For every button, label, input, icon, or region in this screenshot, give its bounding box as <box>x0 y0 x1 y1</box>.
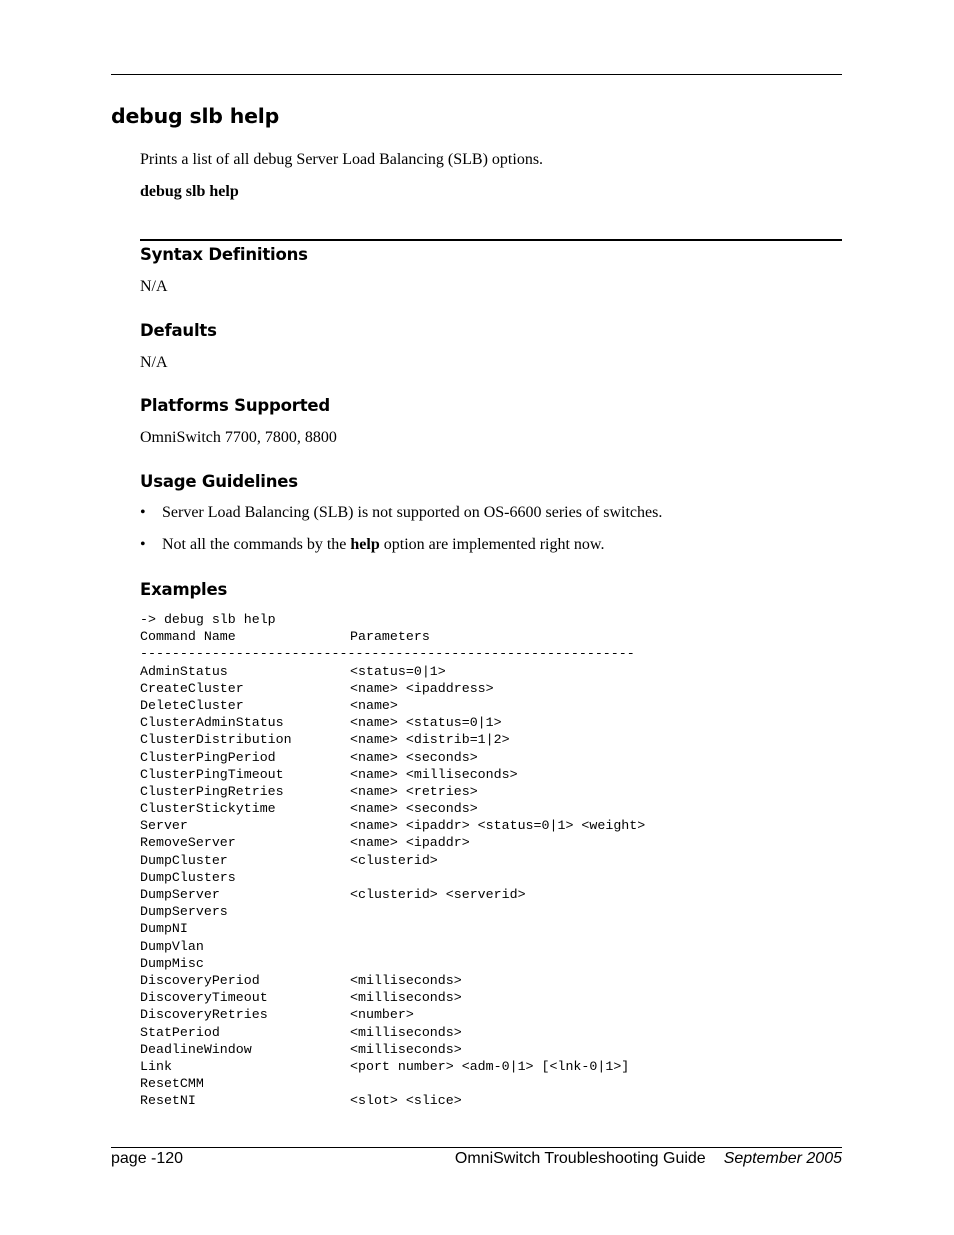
code-command-name: RemoveServer <box>140 835 236 851</box>
code-row <box>140 989 645 1006</box>
code-row <box>140 800 645 817</box>
platforms-text: OmniSwitch 7700, 7800, 8800 <box>140 429 337 446</box>
usage-bullet-text-post: option are implemented right now. <box>379 536 605 553</box>
code-row <box>140 663 645 680</box>
example-code-block <box>140 611 645 1109</box>
code-command-name: CreateCluster <box>140 680 244 696</box>
usage-bullet-bold: help <box>350 536 380 553</box>
footer-date: September 2005 <box>723 1150 842 1167</box>
code-command-params: <milliseconds> <box>350 1024 462 1040</box>
code-command-name: Link <box>140 1058 172 1074</box>
code-command-params: <slot> <slice> <box>350 1093 462 1109</box>
code-row <box>140 766 645 783</box>
code-header <box>140 628 645 645</box>
code-command-name: ClusterAdminStatus <box>140 715 284 731</box>
usage-bullet-text-pre: Not all the commands by the <box>162 536 351 553</box>
code-command-name: DumpCluster <box>140 852 228 868</box>
code-row <box>140 1024 645 1041</box>
code-row <box>140 1006 645 1023</box>
code-row <box>140 920 645 937</box>
code-command-params: <name> <seconds> <box>350 749 478 765</box>
code-row <box>140 886 645 903</box>
code-command-name: DiscoveryTimeout <box>140 990 268 1006</box>
usage-bullet <box>140 504 662 536</box>
code-command-name: DeadlineWindow <box>140 1041 252 1057</box>
code-command-name: ResetNI <box>140 1093 196 1109</box>
code-row <box>140 783 645 800</box>
code-command-name: ClusterPingTimeout <box>140 766 284 782</box>
code-command-name: ClusterStickytime <box>140 801 276 817</box>
code-command-name: StatPeriod <box>140 1024 220 1040</box>
code-command-name: DiscoveryPeriod <box>140 972 260 988</box>
footer-guide-title: OmniSwitch Troubleshooting Guide <box>454 1150 706 1167</box>
code-row <box>140 749 645 766</box>
code-command-params: <name> <seconds> <box>350 801 478 817</box>
footer-info <box>455 1150 842 1168</box>
defaults-heading: Defaults <box>140 321 217 340</box>
code-command-name: ClusterPingRetries <box>140 783 284 799</box>
code-row <box>140 955 645 972</box>
code-command-name: Server <box>140 818 188 834</box>
page-title: debug slb help <box>111 104 280 128</box>
code-row <box>140 1092 645 1109</box>
usage-bullet-text: Server Load Balancing (SLB) is not supported on OS-6600 series of switches. <box>162 504 663 521</box>
usage-heading: Usage Guidelines <box>140 472 298 491</box>
code-command-params: <name> <ipaddress> <box>350 680 494 696</box>
header-rule <box>111 74 842 75</box>
code-command-params: <name> <status=0|1> <box>350 715 502 731</box>
bullet-icon: • <box>140 504 146 521</box>
code-row <box>140 834 645 851</box>
defaults-text: N/A <box>140 354 168 371</box>
code-command-name: DumpVlan <box>140 938 204 954</box>
command-syntax: debug slb help <box>140 183 239 200</box>
code-command-name: AdminStatus <box>140 663 228 679</box>
code-row <box>140 938 645 955</box>
code-command-params: <milliseconds> <box>350 990 462 1006</box>
code-command-params: <name> <box>350 697 398 713</box>
code-command-name: ClusterPingPeriod <box>140 749 276 765</box>
code-command-name: DiscoveryRetries <box>140 1007 268 1023</box>
section-rule <box>140 239 842 241</box>
code-row <box>140 1058 645 1075</box>
code-command-name: ClusterDistribution <box>140 732 292 748</box>
code-row <box>140 731 645 748</box>
code-row <box>140 1041 645 1058</box>
code-row <box>140 852 645 869</box>
code-command-params: <number> <box>350 1007 414 1023</box>
syntax-definitions-heading: Syntax Definitions <box>140 245 308 264</box>
code-command-params: <name> <ipaddr> <status=0|1> <weight> <box>350 818 646 834</box>
code-row <box>140 903 645 920</box>
code-command-name: DumpMisc <box>140 955 204 971</box>
code-row <box>140 697 645 714</box>
code-prompt: -> debug slb help <box>140 612 276 627</box>
code-command-params: <name> <distrib=1|2> <box>350 732 510 748</box>
syntax-definitions-text: N/A <box>140 278 168 295</box>
code-command-name: DumpServer <box>140 887 220 902</box>
code-header-params: Parameters <box>350 629 430 645</box>
code-command-params: <name> <ipaddr> <box>350 835 470 851</box>
code-command-name: DumpClusters <box>140 869 236 885</box>
code-command-name: DumpServers <box>140 904 228 920</box>
intro-text: Prints a list of all debug Server Load Balancing (SLB) options. <box>140 151 544 168</box>
code-command-name: DeleteCluster <box>140 697 244 713</box>
footer-rule <box>111 1147 842 1148</box>
code-command-name: DumpNI <box>140 921 188 937</box>
code-row <box>140 714 645 731</box>
code-command-params: <clusterid> <box>350 852 438 868</box>
code-command-params: <name> <retries> <box>350 783 478 799</box>
code-row <box>140 869 645 886</box>
code-separator: -------------------------------------------------------------- <box>140 646 635 662</box>
code-row <box>140 972 645 989</box>
code-row <box>140 1075 645 1092</box>
usage-bullet <box>140 536 662 568</box>
code-header-name: Command Name <box>140 629 236 645</box>
code-command-params: <name> <milliseconds> <box>350 766 518 782</box>
code-command-params: <status=0|1> <box>350 663 446 679</box>
code-command-params: <milliseconds> <box>350 1041 462 1057</box>
code-command-params: <port number> <adm-0|1> [<lnk-0|1>] <box>350 1058 630 1074</box>
code-command-params: <clusterid> <serverid> <box>350 887 526 902</box>
code-rows <box>140 663 645 1110</box>
code-row <box>140 680 645 697</box>
footer-page-number: page -120 <box>111 1150 184 1167</box>
bullet-icon: • <box>140 536 146 553</box>
code-command-name: ResetCMM <box>140 1076 204 1092</box>
code-command-params: <milliseconds> <box>350 972 462 988</box>
usage-list <box>140 504 662 568</box>
code-row <box>140 817 645 834</box>
platforms-heading: Platforms Supported <box>140 396 330 415</box>
examples-heading: Examples <box>140 580 228 599</box>
